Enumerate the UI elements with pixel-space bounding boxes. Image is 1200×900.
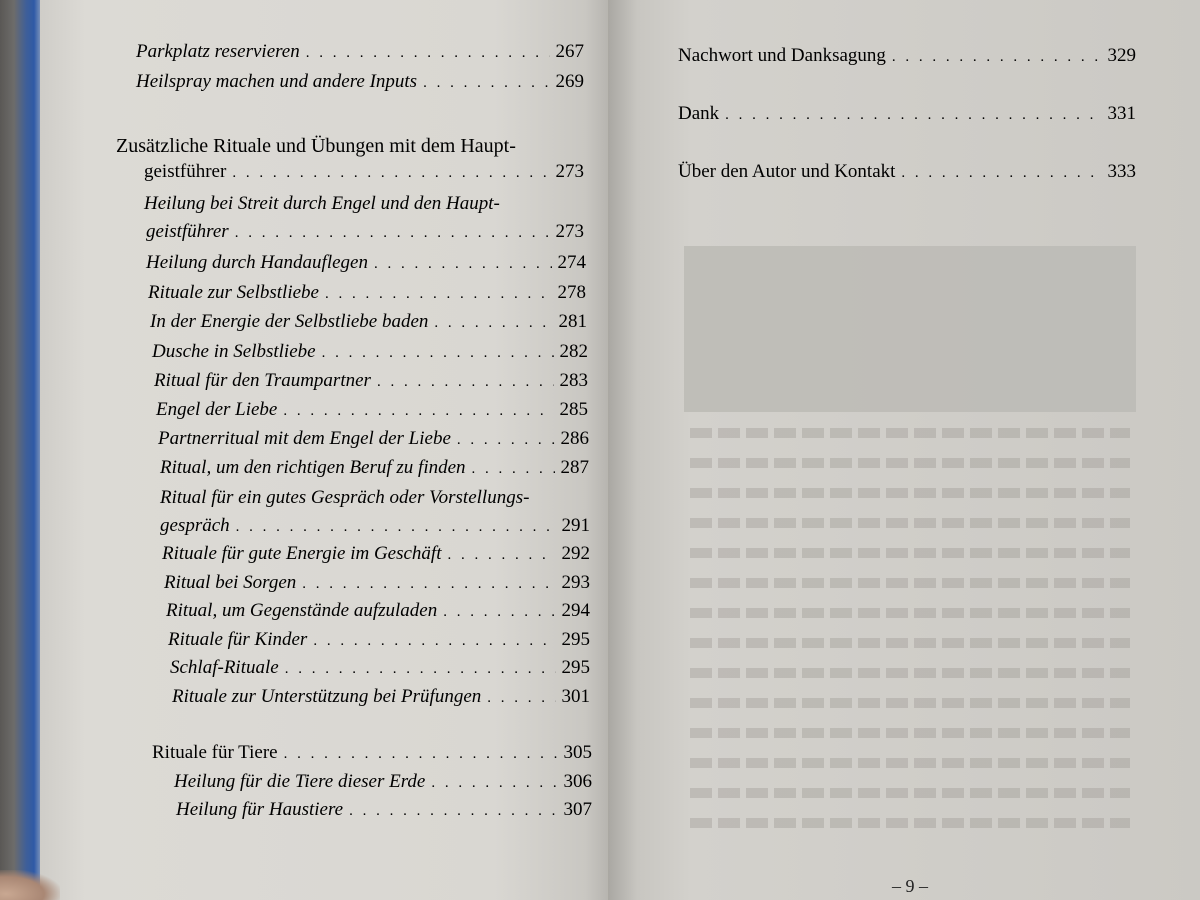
toc-entry <box>678 160 1136 185</box>
show-through-text <box>690 518 1130 528</box>
leader-dots <box>302 572 555 596</box>
toc-entry <box>162 542 590 567</box>
toc-entry <box>144 160 584 185</box>
toc-entry-title: Nachwort und Danksagung <box>678 45 886 66</box>
toc-entry <box>146 220 584 245</box>
leader-dots <box>725 103 1101 127</box>
leader-dots <box>434 311 552 335</box>
toc-entry <box>146 251 586 276</box>
toc-entry-title: Dusche in Selbstliebe <box>152 341 316 362</box>
leader-dots <box>431 771 557 795</box>
show-through-text <box>690 608 1130 618</box>
toc-entry-page: 295 <box>561 657 590 678</box>
leader-dots <box>901 161 1101 185</box>
page-number: – 9 – <box>892 876 928 896</box>
toc-entry-page: 291 <box>561 515 590 536</box>
toc-heading: Zusätzliche Rituale und Übungen mit dem Haupt- <box>116 135 516 157</box>
toc-entry-title: Ritual, um Gegenstände aufzuladen <box>166 600 438 621</box>
toc-entry <box>170 656 590 681</box>
toc-entry <box>136 70 584 95</box>
toc-entry-page: 273 <box>555 221 584 242</box>
toc-entry <box>168 628 590 653</box>
toc-entry <box>172 685 590 710</box>
toc-entry-page: 293 <box>561 572 590 593</box>
toc-entry-title: In der Energie der Selbstliebe baden <box>150 311 429 332</box>
toc-entry-title: Heilung für die Tiere dieser Erde <box>174 771 426 792</box>
show-through-text <box>690 488 1130 498</box>
leader-dots <box>487 686 555 710</box>
show-through-text <box>690 758 1130 768</box>
show-through-text <box>690 428 1130 438</box>
toc-entry <box>152 741 592 766</box>
toc-entry <box>136 40 584 65</box>
toc-entry-page: 285 <box>559 399 588 420</box>
toc-entry <box>176 798 592 823</box>
toc-entry-page: 305 <box>563 742 592 763</box>
leader-dots <box>322 341 554 365</box>
toc-entry-title: Rituale für Kinder <box>168 629 308 650</box>
toc-entry-title: geistführer <box>146 221 229 242</box>
toc-entry-page: 286 <box>560 428 589 449</box>
toc-entry <box>164 571 590 596</box>
leader-dots <box>423 71 549 95</box>
thumb <box>0 870 60 900</box>
toc-entry-page: 329 <box>1107 45 1136 66</box>
toc-entry-title: Partnerritual mit dem Engel der Liebe <box>158 428 451 449</box>
leader-dots <box>235 221 550 245</box>
toc-entry-page: 287 <box>560 457 589 478</box>
show-through-text <box>690 548 1130 558</box>
toc-entry <box>158 427 589 452</box>
toc-entry-page: 333 <box>1107 161 1136 182</box>
toc-entry-page: 307 <box>563 799 592 820</box>
toc-entry-page: 278 <box>557 282 586 303</box>
toc-entry-page: 269 <box>555 71 584 92</box>
toc-entry <box>160 514 590 539</box>
toc-entry-page: 292 <box>561 543 590 564</box>
show-through-text <box>690 698 1130 708</box>
leader-dots <box>377 370 554 394</box>
toc-entry-page: 294 <box>561 600 590 621</box>
leader-dots <box>892 45 1102 69</box>
leader-dots <box>472 457 555 481</box>
toc-entry-page: 306 <box>563 771 592 792</box>
toc-entry-title: Heilung für Haustiere <box>176 799 344 820</box>
toc-entry <box>150 310 587 335</box>
toc-entry-title: Parkplatz reservieren <box>136 41 300 62</box>
leader-dots <box>325 282 552 306</box>
toc-entry <box>678 44 1136 69</box>
toc-entry-page: 282 <box>559 341 588 362</box>
show-through-image <box>684 246 1136 412</box>
toc-entry-title: Engel der Liebe <box>156 399 278 420</box>
leader-dots <box>284 742 558 766</box>
toc-entry-title: Schlaf-Rituale <box>170 657 279 678</box>
toc-entry-page: 295 <box>561 629 590 650</box>
show-through-text <box>690 638 1130 648</box>
leader-dots <box>232 161 549 185</box>
toc-entry-title: gespräch <box>160 515 230 536</box>
toc-entry-page: 274 <box>557 252 586 273</box>
toc-entry-title: Ritual bei Sorgen <box>164 572 297 593</box>
toc-entry <box>678 102 1136 127</box>
toc-subheading: Heilung bei Streit durch Engel und den Haupt- <box>144 193 500 214</box>
toc-entry-page: 273 <box>555 161 584 182</box>
toc-entry-title: Rituale für gute Energie im Geschäft <box>162 543 442 564</box>
toc-entry <box>174 770 592 795</box>
toc-entry-title: Rituale für Tiere <box>152 742 278 763</box>
show-through-text <box>690 728 1130 738</box>
toc-entry-title: Dank <box>678 103 720 124</box>
toc-entry <box>166 599 590 624</box>
leader-dots <box>236 515 556 539</box>
toc-entry-title: Rituale zur Unterstützung bei Prüfungen <box>172 686 482 707</box>
toc-entry-title: Ritual für den Traumpartner <box>154 370 371 391</box>
show-through-text <box>690 578 1130 588</box>
leader-dots <box>283 399 553 423</box>
toc-entry-page: 331 <box>1107 103 1136 124</box>
show-through-text <box>690 668 1130 678</box>
leader-dots <box>457 428 555 452</box>
toc-entry-title: Heilung durch Handauflegen <box>146 252 368 273</box>
show-through-text <box>690 458 1130 468</box>
toc-entry-title: Ritual, um den richtigen Beruf zu finden <box>160 457 466 478</box>
leader-dots <box>313 629 555 653</box>
toc-entry-title: Rituale zur Selbstliebe <box>148 282 319 303</box>
toc-entry-page: 281 <box>558 311 587 332</box>
toc-entry-page: 283 <box>559 370 588 391</box>
leader-dots <box>374 252 552 276</box>
show-through-text <box>690 788 1130 798</box>
toc-entry <box>156 398 588 423</box>
toc-entry-page: 301 <box>561 686 590 707</box>
leader-dots <box>285 657 556 681</box>
toc-subheading: Ritual für ein gutes Gespräch oder Vorstellungs- <box>160 487 530 508</box>
toc-entry <box>154 369 588 394</box>
leader-dots <box>306 41 550 65</box>
toc-entry-title: Über den Autor und Kontakt <box>678 161 896 182</box>
leader-dots <box>349 799 557 823</box>
toc-entry-title: geistführer <box>144 161 227 182</box>
leader-dots <box>448 543 556 567</box>
toc-entry-title: Heilspray machen und andere Inputs <box>136 71 418 92</box>
toc-entry <box>148 281 586 306</box>
show-through-text <box>690 818 1130 828</box>
toc-entry <box>160 456 589 481</box>
toc-entry <box>152 340 588 365</box>
toc-entry-page: 267 <box>555 41 584 62</box>
leader-dots <box>443 600 555 624</box>
